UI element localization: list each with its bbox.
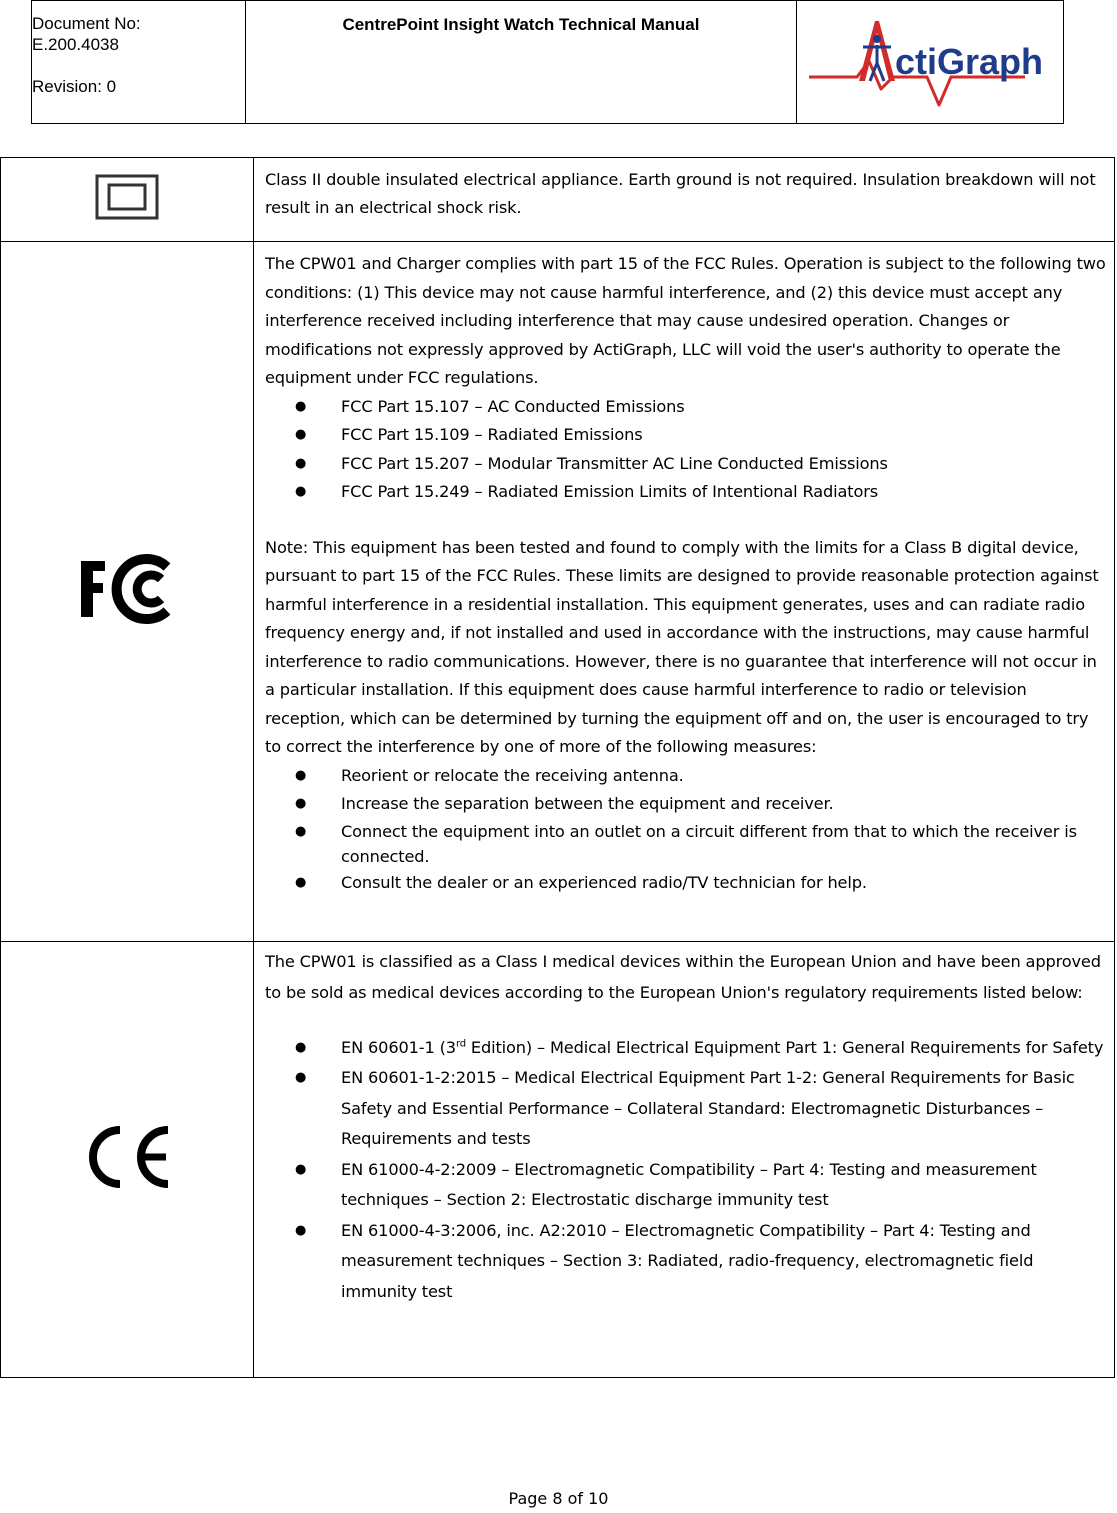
standard-text: EN 60601-1 (3 — [341, 1038, 456, 1057]
document-number-label: Document No: — [32, 14, 141, 33]
ce-classification-statement: The CPW01 is classified as a Class I medical devices within the European Union and have been approved to be sold as medical devices according to the European Union's regulatory requirements listed below: — [265, 952, 1101, 1002]
description-cell — [254, 242, 1115, 942]
list-item: ● FCC Part 15.107 – AC Conducted Emissions — [265, 393, 1108, 422]
table-row — [1, 942, 1115, 1378]
list-item: ● Consult the dealer or an experienced radio/TV technician for help. — [265, 869, 1108, 898]
list-item: ● FCC Part 15.109 – Radiated Emissions — [265, 421, 1108, 450]
table-row — [1, 158, 1115, 242]
revision-label: Revision: 0 — [32, 77, 117, 96]
list-item: ● FCC Part 15.249 – Radiated Emission Limits of Intentional Radiators — [265, 478, 1108, 507]
en-standards-list — [265, 1036, 1108, 1307]
fcc-logo — [79, 553, 175, 625]
class-ii-description: Class II double insulated electrical appliance. Earth ground is not required. Insulation breakdown will not result in an electrical shock risk. — [265, 170, 1096, 217]
list-item: ● Connect the equipment into an outlet on a circuit different from that to which the receiver is connected. — [265, 819, 1108, 869]
list-item: ● EN 60601-1-2:2015 – Medical Electrical Equipment Part 1-2: General Requirements for Basic Safety and Essential Performance – Collateral Standard: Electromagnetic Disturbances – Requirements and tests — [265, 1063, 1108, 1155]
actigraph-logo — [797, 1, 1063, 125]
description-cell — [254, 942, 1115, 1378]
symbol-cell — [1, 158, 254, 242]
logo-text: ctiGraph — [894, 41, 1043, 82]
list-item: ● FCC Part 15.207 – Modular Transmitter AC Line Conducted Emissions — [265, 450, 1108, 479]
description-cell — [254, 158, 1115, 242]
list-item: ● Reorient or relocate the receiving antenna. — [265, 762, 1108, 791]
page-number: Page 8 of 10 — [508, 1489, 609, 1508]
logo-cell — [796, 1, 1063, 124]
symbols-table — [0, 157, 1115, 1378]
document-number-value: E.200.4038 — [32, 35, 119, 54]
list-item: ● Increase the separation between the equipment and receiver. — [265, 790, 1108, 819]
fcc-measures-list — [265, 762, 1108, 898]
list-item: ● EN 61000-4-3:2006, inc. A2:2010 – Electromagnetic Compatibility – Part 4: Testing and measurement techniques – Section 3: Radiated, radio-frequency, electromagnetic field immunity test — [265, 1216, 1108, 1308]
fcc-compliance-statement: The CPW01 and Charger complies with part 15 of the FCC Rules. Operation is subject to the following two conditions: (1) This device may not cause harmful interference, and (2) this device must accept any interference received including interference that may cause undesired operation. Changes or modifications not expressly approved by ActiGraph, LLC will void the user's authority to operate the equipment under FCC regulations. — [265, 254, 1106, 387]
symbol-cell — [1, 242, 254, 942]
document-title: CentrePoint Insight Watch Technical Manual — [342, 15, 700, 34]
fcc-note: Note: This equipment has been tested and found to comply with the limits for a Class B digital device, pursuant to part 15 of the FCC Rules. These limits are designed to provide reasonable protection against harmful interference in a residential installation. This equipment generates, uses and can radiate radio frequency energy and, if not installed and used in accordance with the instructions, may cause harmful interference to radio communications. However, there is no guarantee that interference will not occur in a particular installation. If this equipment does cause harmful interference to radio or television reception, which can be determined by turning the equipment off and on, the user is encouraged to try to correct the interference by one of more of the following measures: — [265, 537, 1099, 756]
list-item: ● EN 61000-4-2:2009 – Electromagnetic Compatibility – Part 4: Testing and measurement techniques – Section 2: Electrostatic discharge immunity test — [265, 1155, 1108, 1216]
fcc-parts-list — [265, 393, 1108, 507]
document-header — [31, 0, 1064, 124]
double-square-icon — [95, 174, 159, 220]
document-info-cell — [32, 1, 246, 124]
list-item — [265, 1036, 1108, 1059]
document-title-cell — [246, 1, 797, 124]
superscript: rd — [455, 1038, 466, 1050]
table-row — [1, 242, 1115, 942]
ce-mark-icon — [82, 1124, 172, 1190]
standard-text: Edition) – Medical Electrical Equipment Part 1: General Requirements for Safety — [465, 1038, 1104, 1057]
symbol-cell — [1, 942, 254, 1378]
